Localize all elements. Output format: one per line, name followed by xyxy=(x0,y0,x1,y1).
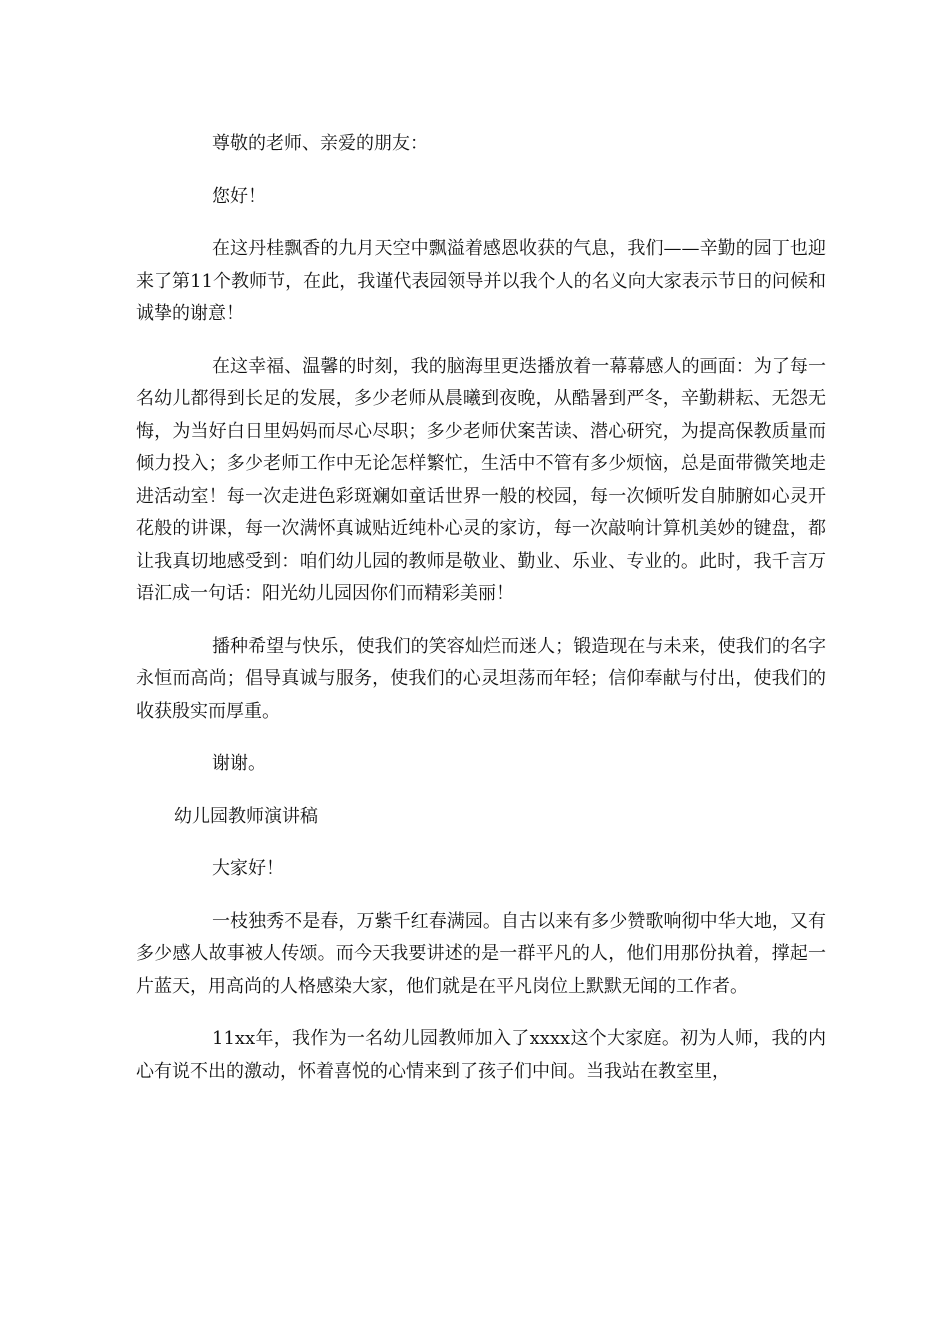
hello-second: 大家好！ xyxy=(212,858,284,879)
paragraph: 在这丹桂飘香的九月天空中飘溢着感恩收获的气息，我们——辛勤的园丁也迎来了第11个教师节，在此，我谨代表园领导并以我个人的名义向大家表示节日的问候和诚挚的谢意！ xyxy=(136,238,826,324)
document-page xyxy=(136,128,826,1108)
paragraph: 在这幸福、温馨的时刻，我的脑海里更迭播放着一幕幕感人的画面：为了每一名幼儿都得到长足的发展，多少老师从晨曦到夜晚，从酷暑到严冬，辛勤耕耘、无怨无悔，为当好白日里妈妈而尽心尽职；多少老师伏案苦读、潜心研究，为提高保教质量而倾力投入；多少老师工作中无论怎样繁忙，生活中不管有多少烦恼，总是面带微笑地走进活动室！每一次走进色彩斑斓如童话世界一般的校园，每一次倾听发自肺腑如心灵开花般的讲课，每一次满怀真诚贴近纯朴心灵的家访，每一次敲响计算机美妙的键盘，都让我真切地感受到：咱们幼儿园的教师是敬业、勤业、乐业、专业的。此时，我千言万语汇成一句话：阳光幼儿园因你们而精彩美丽！ xyxy=(136,355,826,604)
paragraph: 播种希望与快乐，使我们的笑容灿烂而迷人；锻造现在与未来，使我们的名字永恒而高尚；倡导真诚与服务，使我们的心灵坦荡而年轻；信仰奉献与付出，使我们的收获殷实而厚重。 xyxy=(136,635,826,722)
thanks: 谢谢。 xyxy=(212,753,266,774)
hello: 您好！ xyxy=(212,185,266,207)
greeting: 尊敬的老师、亲爱的朋友： xyxy=(212,133,428,154)
section-title: 幼儿园教师演讲稿 xyxy=(174,805,318,827)
paragraph: 一枝独秀不是春，万紫千红春满园。自古以来有多少赞歌响彻中华大地，又有多少感人故事被人传颂。而今天我要讲述的是一群平凡的人，他们用那份执着，撑起一片蓝天，用高尚的人格感染大家，他们就是在平凡岗位上默默无闻的工作者。 xyxy=(136,910,826,997)
paragraph: 11xx年，我作为一名幼儿园教师加入了xxxx这个大家庭。初为人师，我的内心有说不出的激动，怀着喜悦的心情来到了孩子们中间。当我站在教室里， xyxy=(136,1028,826,1082)
